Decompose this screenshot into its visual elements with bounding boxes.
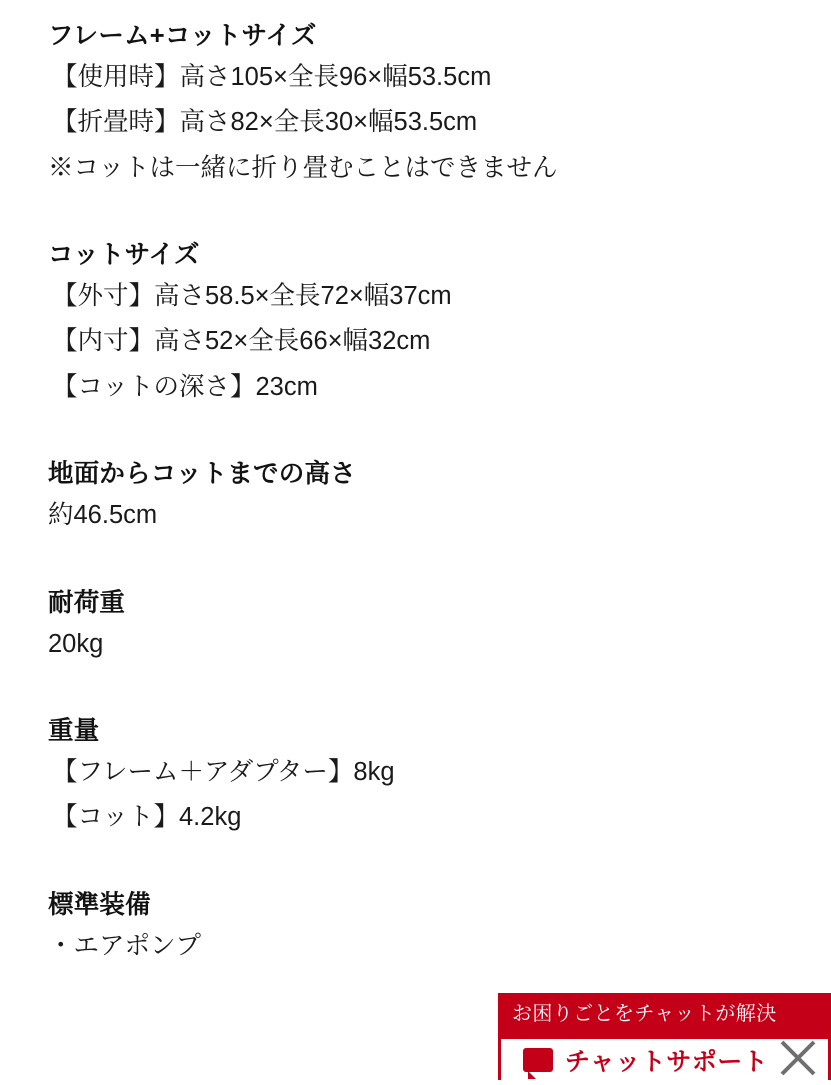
section-line: 【外寸】高さ58.5×全長72×幅37cm [52, 282, 452, 311]
section-line: 【コット】4.2kg [52, 803, 242, 832]
close-icon[interactable] [771, 1031, 825, 1085]
section-frame-cot-size [48, 18, 797, 191]
section-note: ※コットは一緒に折り畳むことはできません [48, 153, 558, 182]
chat-support-widget[interactable] [498, 993, 831, 1080]
spacer [48, 539, 797, 585]
section-line: 20kg [48, 629, 104, 658]
section-line: 【コットの深さ】23cm [52, 372, 318, 401]
section-title: フレーム+コットサイズ [48, 22, 317, 50]
section-line: 【使用時】高さ105×全長96×幅53.5cm [52, 62, 492, 91]
chat-banner-label: お困りごとをチャットが解決 [498, 993, 831, 1036]
section-line: 【折畳時】高さ82×全長30×幅53.5cm [52, 108, 478, 137]
chat-bubble-icon [523, 1048, 553, 1072]
section-line: 【内寸】高さ52×全長66×幅32cm [52, 327, 431, 356]
section-weight [48, 713, 797, 841]
section-title: 地面からコットまでの高さ [48, 460, 356, 489]
spacer [48, 841, 797, 887]
section-ground-to-cot-height [48, 456, 797, 538]
section-title: 重量 [48, 716, 100, 745]
section-line: 約46.5cm [48, 501, 158, 530]
spacer [48, 667, 797, 713]
chat-support-button-label: チャットサポート [565, 1047, 769, 1076]
section-line: 【フレーム＋アダプター】8kg [52, 757, 395, 786]
section-line: ・エアポンプ [48, 931, 202, 960]
section-title: 耐荷重 [48, 588, 126, 617]
section-title: 標準装備 [48, 890, 151, 919]
section-standard-equipment [48, 887, 797, 969]
spacer [48, 191, 797, 237]
spacer [48, 410, 797, 456]
section-load-capacity [48, 585, 797, 667]
section-cot-size [48, 237, 797, 410]
section-title: コットサイズ [48, 241, 200, 270]
